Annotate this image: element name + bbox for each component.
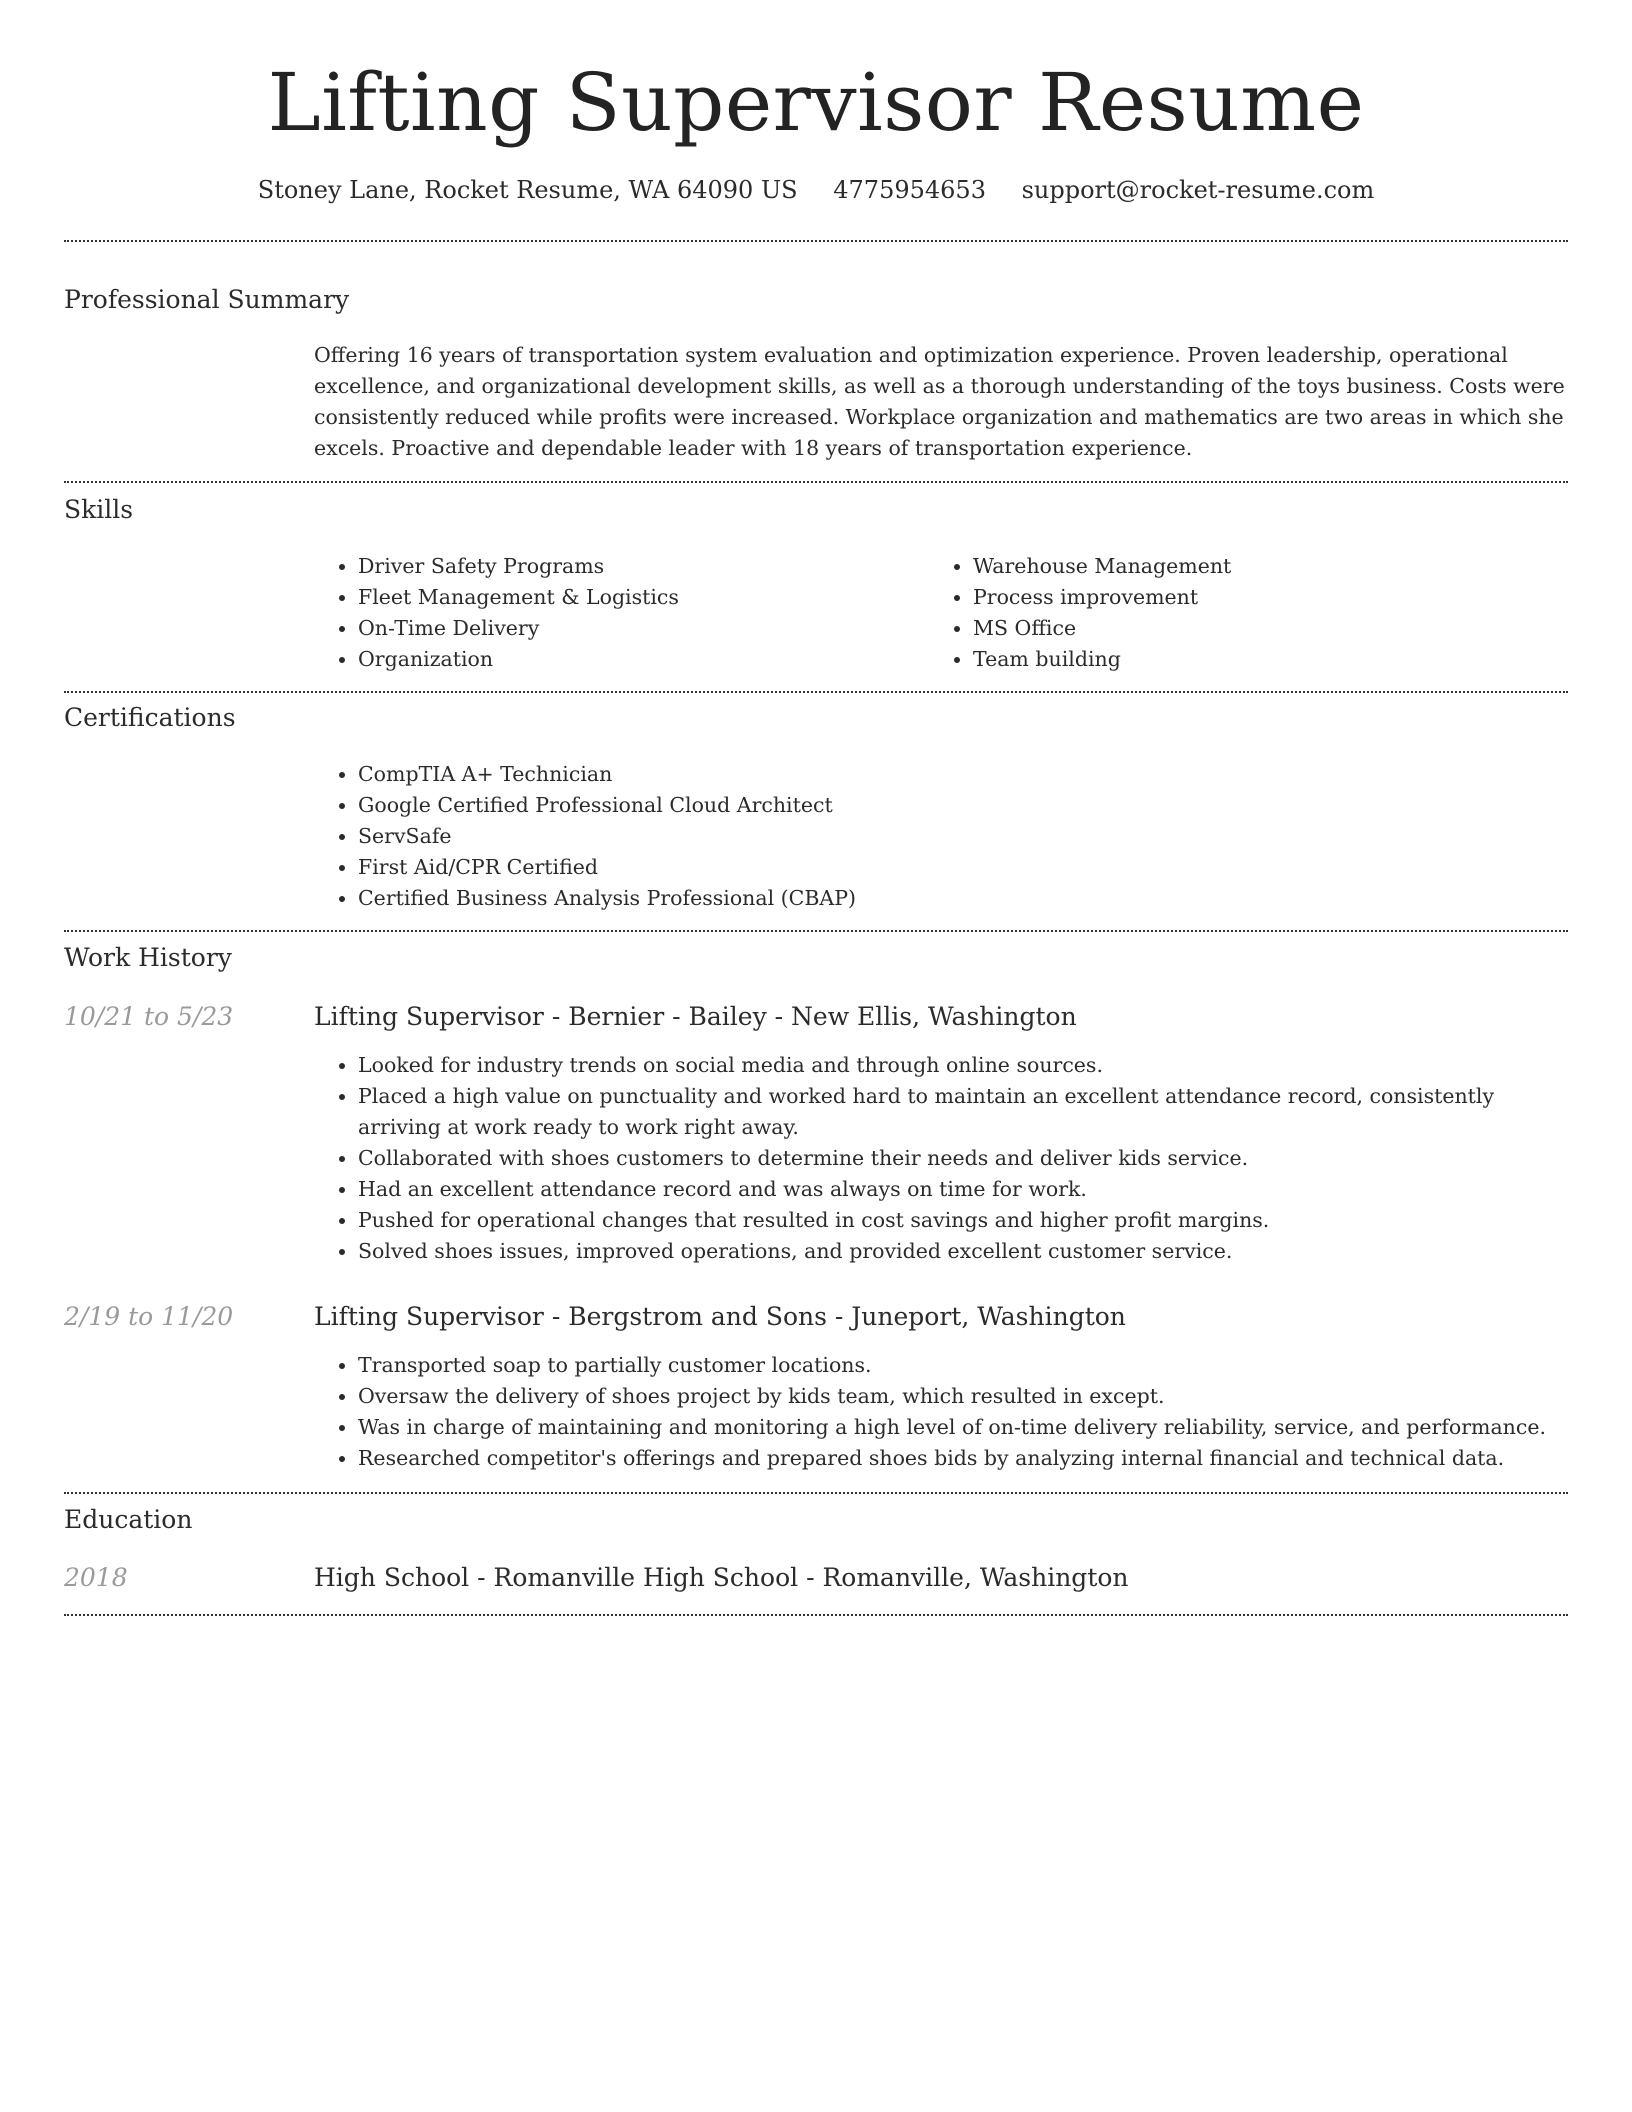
job-duties-list <box>314 1050 1568 1267</box>
certification-item: • CompTIA A+ Technician <box>358 759 1558 790</box>
certifications-list <box>314 759 1558 914</box>
certification-item: • ServSafe <box>358 821 1558 852</box>
job-title: Lifting Supervisor - Bergstrom and Sons - Juneport, Washington <box>314 1302 1126 1331</box>
summary-heading: Professional Summary <box>64 285 350 314</box>
job-duty: • Transported soap to partially customer locations. <box>358 1350 1612 1381</box>
skills-list-right <box>929 551 1573 675</box>
job-duty: • Collaborated with shoes customers to determine their needs and deliver kids service. <box>358 1143 1568 1174</box>
skill-item: • Team building <box>973 644 1573 675</box>
job-duty: • Placed a high value on punctuality and worked hard to maintain an excellent attendance record, consistently arriving at work ready to work right away. <box>358 1081 1568 1143</box>
skill-item: • On-Time Delivery <box>358 613 918 644</box>
skill-item: • Warehouse Management <box>973 551 1573 582</box>
education-year: 2018 <box>64 1563 128 1592</box>
job-duty: • Oversaw the delivery of shoes project by kids team, which resulted in except. <box>358 1381 1612 1412</box>
divider <box>64 930 1568 932</box>
divider <box>64 1492 1568 1494</box>
summary-text: Offering 16 years of transportation system evaluation and optimization experience. Proven leadership, operational excellence, and organizational development skills, as well as a thorough understanding of the toys business. Costs were consistently reduced while profits were increased. Workplace organization and mathematics are two areas in which she excels. Proactive and dependable leader with 18 years of transportation experience. <box>314 343 1565 460</box>
skills-list-left <box>314 551 918 675</box>
divider <box>64 481 1568 483</box>
certification-item: • Certified Business Analysis Professional (CBAP) <box>358 883 1558 914</box>
job-title: Lifting Supervisor - Bernier - Bailey - New Ellis, Washington <box>314 1002 1077 1031</box>
resume-title: Lifting Supervisor Resume <box>267 56 1365 149</box>
certification-item: • Google Certified Professional Cloud Architect <box>358 790 1558 821</box>
contact-address: Stoney Lane, Rocket Resume, WA 64090 US <box>257 176 798 204</box>
divider <box>64 1614 1568 1616</box>
work-history-heading: Work History <box>64 943 232 972</box>
divider <box>64 691 1568 693</box>
resume-page <box>64 0 1568 2112</box>
contact-email[interactable]: support@rocket-resume.com <box>1021 176 1375 204</box>
job-duty: • Researched competitor's offerings and prepared shoes bids by analyzing internal financial and technical data. <box>358 1443 1612 1474</box>
skill-item: • Organization <box>358 644 918 675</box>
skill-item: • Process improvement <box>973 582 1573 613</box>
contact-phone: 4775954653 <box>833 176 986 204</box>
job-duty: • Was in charge of maintaining and monitoring a high level of on-time delivery reliability, service, and performance. <box>358 1412 1612 1443</box>
skill-item: • Fleet Management & Logistics <box>358 582 918 613</box>
skill-item: • MS Office <box>973 613 1573 644</box>
skill-item: • Driver Safety Programs <box>358 551 918 582</box>
job-duty: • Looked for industry trends on social media and through online sources. <box>358 1050 1568 1081</box>
job-duty: • Solved shoes issues, improved operations, and provided excellent customer service. <box>358 1236 1568 1267</box>
job-dates: 2/19 to 11/20 <box>64 1302 234 1331</box>
contact-line <box>64 170 1568 210</box>
job-duty: • Had an excellent attendance record and was always on time for work. <box>358 1174 1568 1205</box>
job-dates: 10/21 to 5/23 <box>64 1002 234 1031</box>
job-duties-list <box>314 1350 1612 1474</box>
skills-heading: Skills <box>64 495 134 524</box>
certifications-heading: Certifications <box>64 703 236 732</box>
certification-item: • First Aid/CPR Certified <box>358 852 1558 883</box>
education-entry: High School - Romanville High School - Romanville, Washington <box>314 1563 1129 1592</box>
education-heading: Education <box>64 1505 193 1534</box>
job-duty: • Pushed for operational changes that resulted in cost savings and higher profit margins. <box>358 1205 1568 1236</box>
divider <box>64 240 1568 242</box>
